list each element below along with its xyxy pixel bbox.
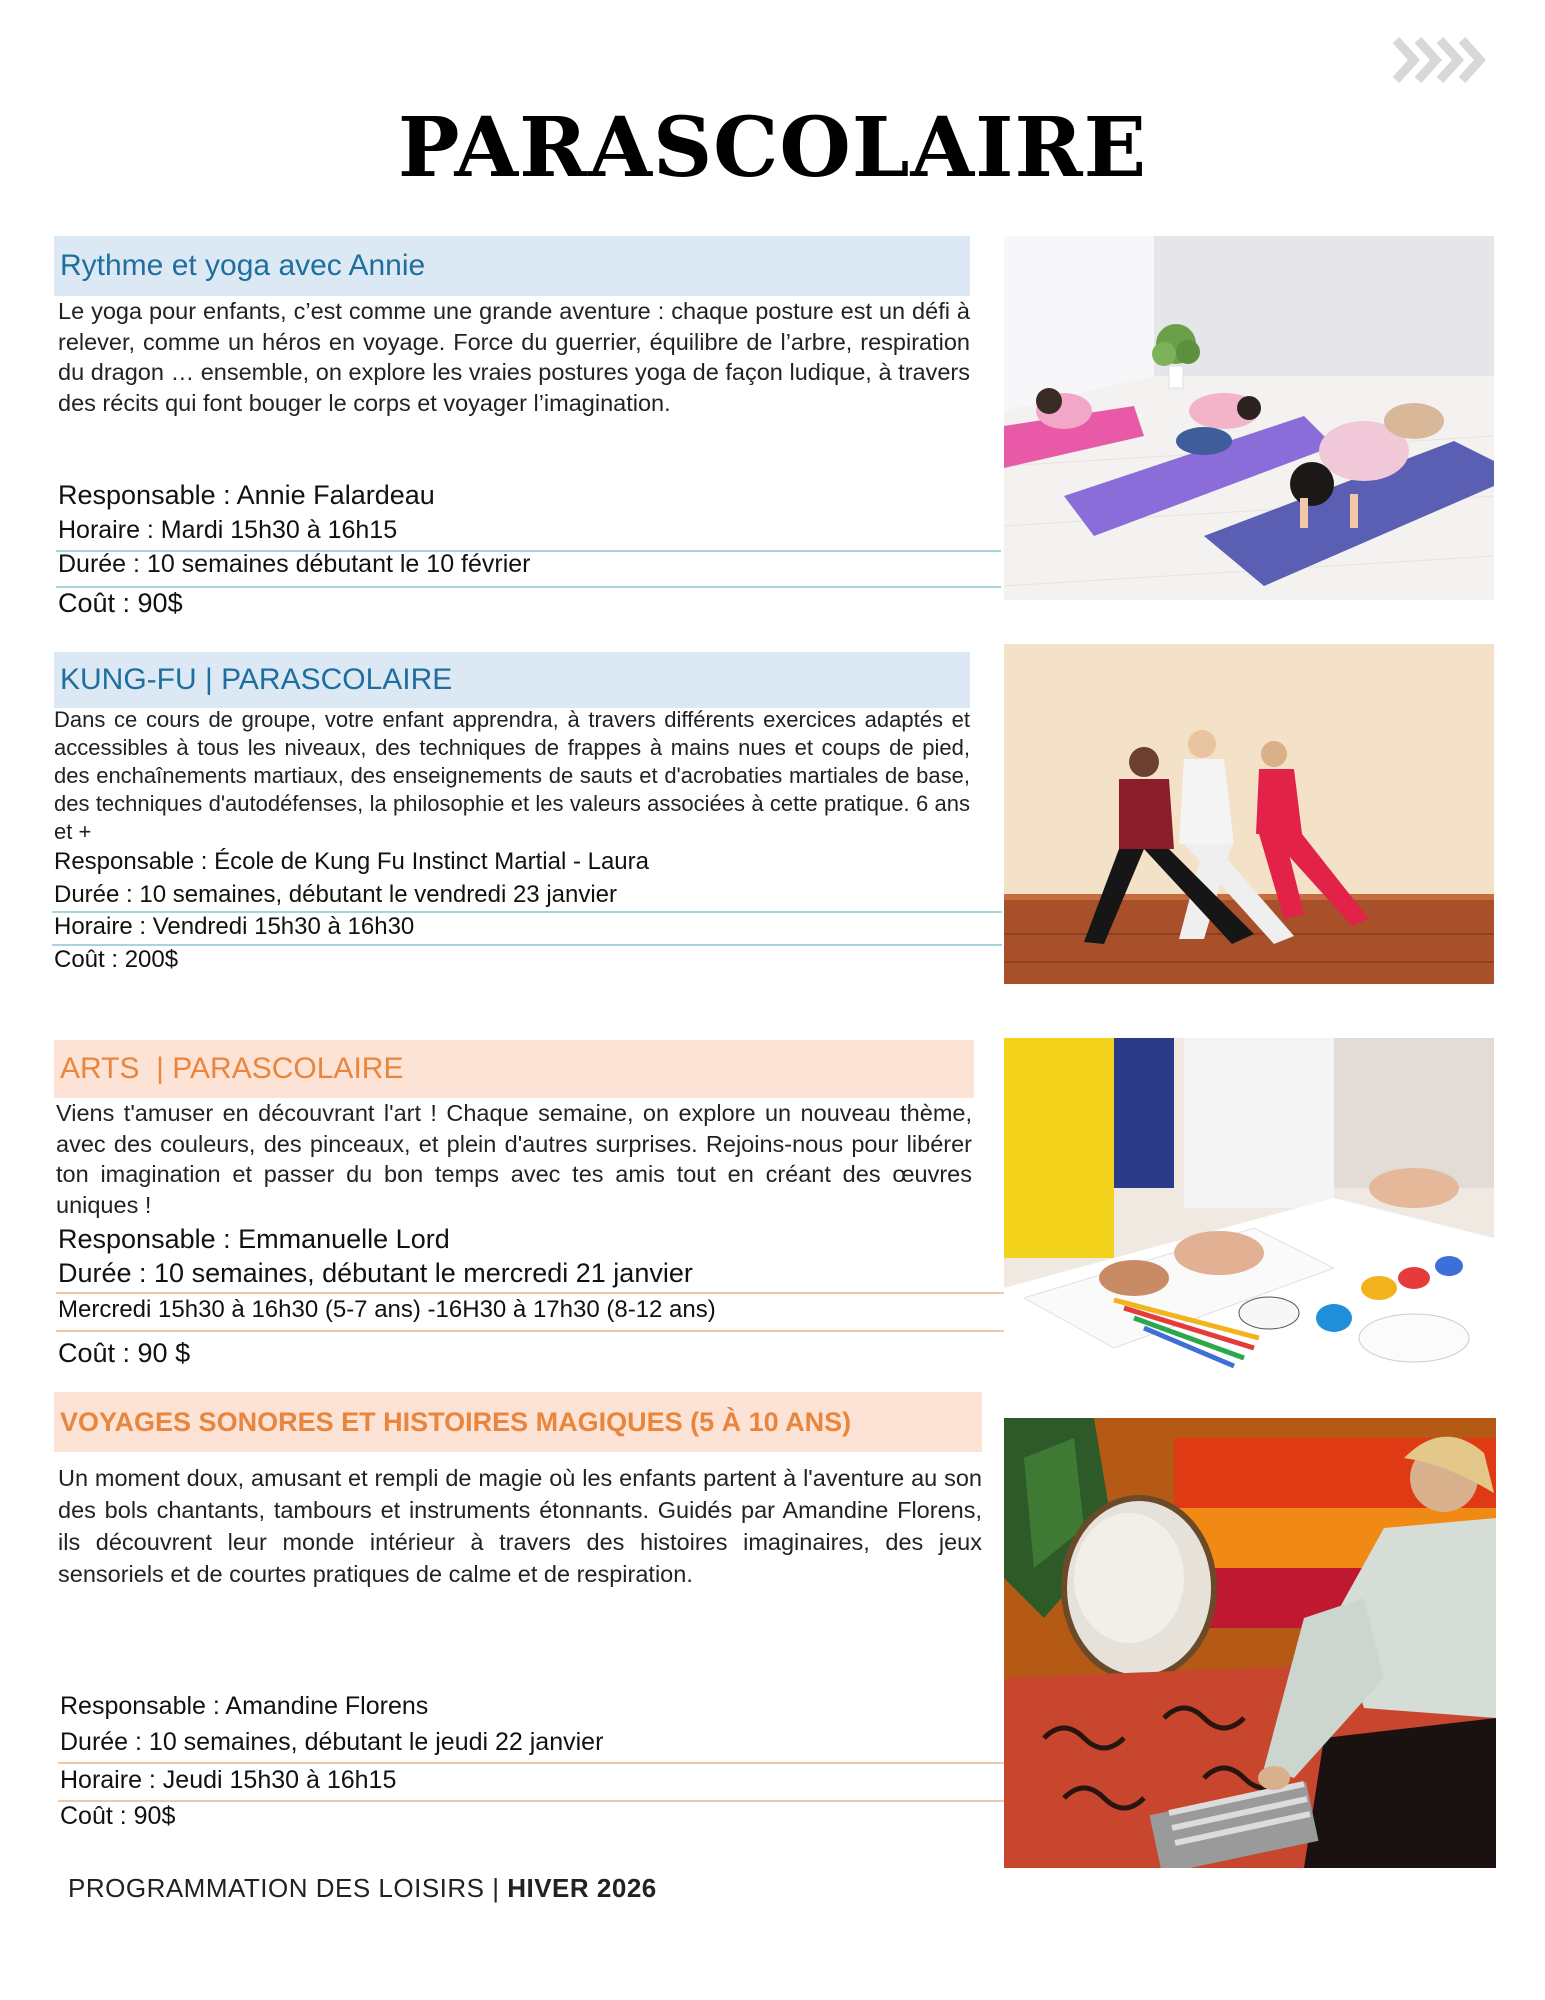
yoga-responsable: Responsable : Annie Falardeau [58, 480, 435, 510]
voyages-cout: Coût : 90$ [60, 1802, 176, 1830]
section-description-arts: Viens t'amuser en découvrant l'art ! Chaque semaine, on explore un nouveau thème, avec des couleurs, des pinceaux, et plein d'autres surprises. Rejoins-nous pour libérer ton imagination et passer du bon temps avec tes amis tout en créant des œuvres uniques ! [56, 1100, 972, 1218]
arts-duree: Durée : 10 semaines, débutant le mercredi 21 janvier [56, 1258, 1004, 1294]
kung-fu-photo [1004, 644, 1494, 984]
kung-fu-horaire: Horaire : Vendredi 15h30 à 16h30 [52, 913, 1002, 946]
kids-painting-photo [1004, 1038, 1494, 1378]
kids-yoga-photo [1004, 236, 1494, 600]
section-description-voyages-sonores: Un moment doux, amusant et rempli de magie où les enfants partent à l'aventure au son des bols chantants, tambours et instruments étonnants. Guidés par Amandine Florens, ils découvrent leur monde intérieur à travers des histoires imaginaires, des jeux sensoriels et de courtes pratiques de calme et de respiration. [58, 1465, 982, 1587]
voyages-duree: Durée : 10 semaines, débutant le jeudi 22 janvier [58, 1728, 1004, 1764]
voyages-responsable: Responsable : Amandine Florens [60, 1692, 429, 1720]
section-title-yoga: Rythme et yoga avec Annie [54, 236, 970, 296]
section-title-kung-fu: KUNG-FU | PARASCOLAIRE [54, 652, 970, 708]
arts-cout: Coût : 90 $ [58, 1338, 191, 1368]
footer-program-label: PROGRAMMATION DES LOISIRS | [68, 1873, 508, 1903]
arts-horaire: Mercredi 15h30 à 16h30 (5-7 ans) -16H30 à 17h30 (8-12 ans) [56, 1296, 1004, 1332]
arts-responsable: Responsable : Emmanuelle Lord [58, 1224, 450, 1254]
kung-fu-responsable: Responsable : École de Kung Fu Instinct Martial - Laura [54, 848, 649, 875]
page-title: PARASCOLAIRE [397, 100, 1148, 196]
footer-season-label: HIVER 2026 [507, 1873, 657, 1903]
footer [68, 1873, 657, 1904]
kung-fu-duree: Durée : 10 semaines, débutant le vendredi 23 janvier [52, 881, 1002, 913]
section-description-kung-fu: Dans ce cours de groupe, votre enfant apprendra, à travers différents exercices adaptés et accessibles à tous les niveaux, des techniques de frappes à mains nues et coups de pied, des enchaînements martiaux, des enseignements de sauts et d'acrobaties martiales de base, des techniques d'autodéfenses, la philosophie et les valeurs associées à cette pratique. 6 ans et + [54, 707, 970, 844]
sound-bath-photo [1004, 1418, 1496, 1868]
yoga-horaire: Horaire : Mardi 15h30 à 16h15 [56, 516, 1001, 552]
yoga-duree: Durée : 10 semaines débutant le 10 février [56, 550, 1001, 588]
chevrons-icon [1390, 36, 1500, 84]
section-title-arts: ARTS | PARASCOLAIRE [54, 1040, 974, 1098]
section-description-yoga: Le yoga pour enfants, c’est comme une grande aventure : chaque posture est un défi à relever, comme un héros en voyage. Force du guerrier, équilibre de l’arbre, respiration du dragon … ensemble, on explore les vraies postures yoga de façon ludique, à travers des récits qui font bouger le corps et voyager l’imagination. [58, 298, 970, 416]
section-title-voyages-sonores: VOYAGES SONORES ET HISTOIRES MAGIQUES (5 À 10 ANS) [54, 1392, 982, 1452]
kung-fu-cout: Coût : 200$ [54, 946, 179, 973]
voyages-horaire: Horaire : Jeudi 15h30 à 16h15 [58, 1766, 1004, 1802]
yoga-cout: Coût : 90$ [58, 588, 183, 618]
